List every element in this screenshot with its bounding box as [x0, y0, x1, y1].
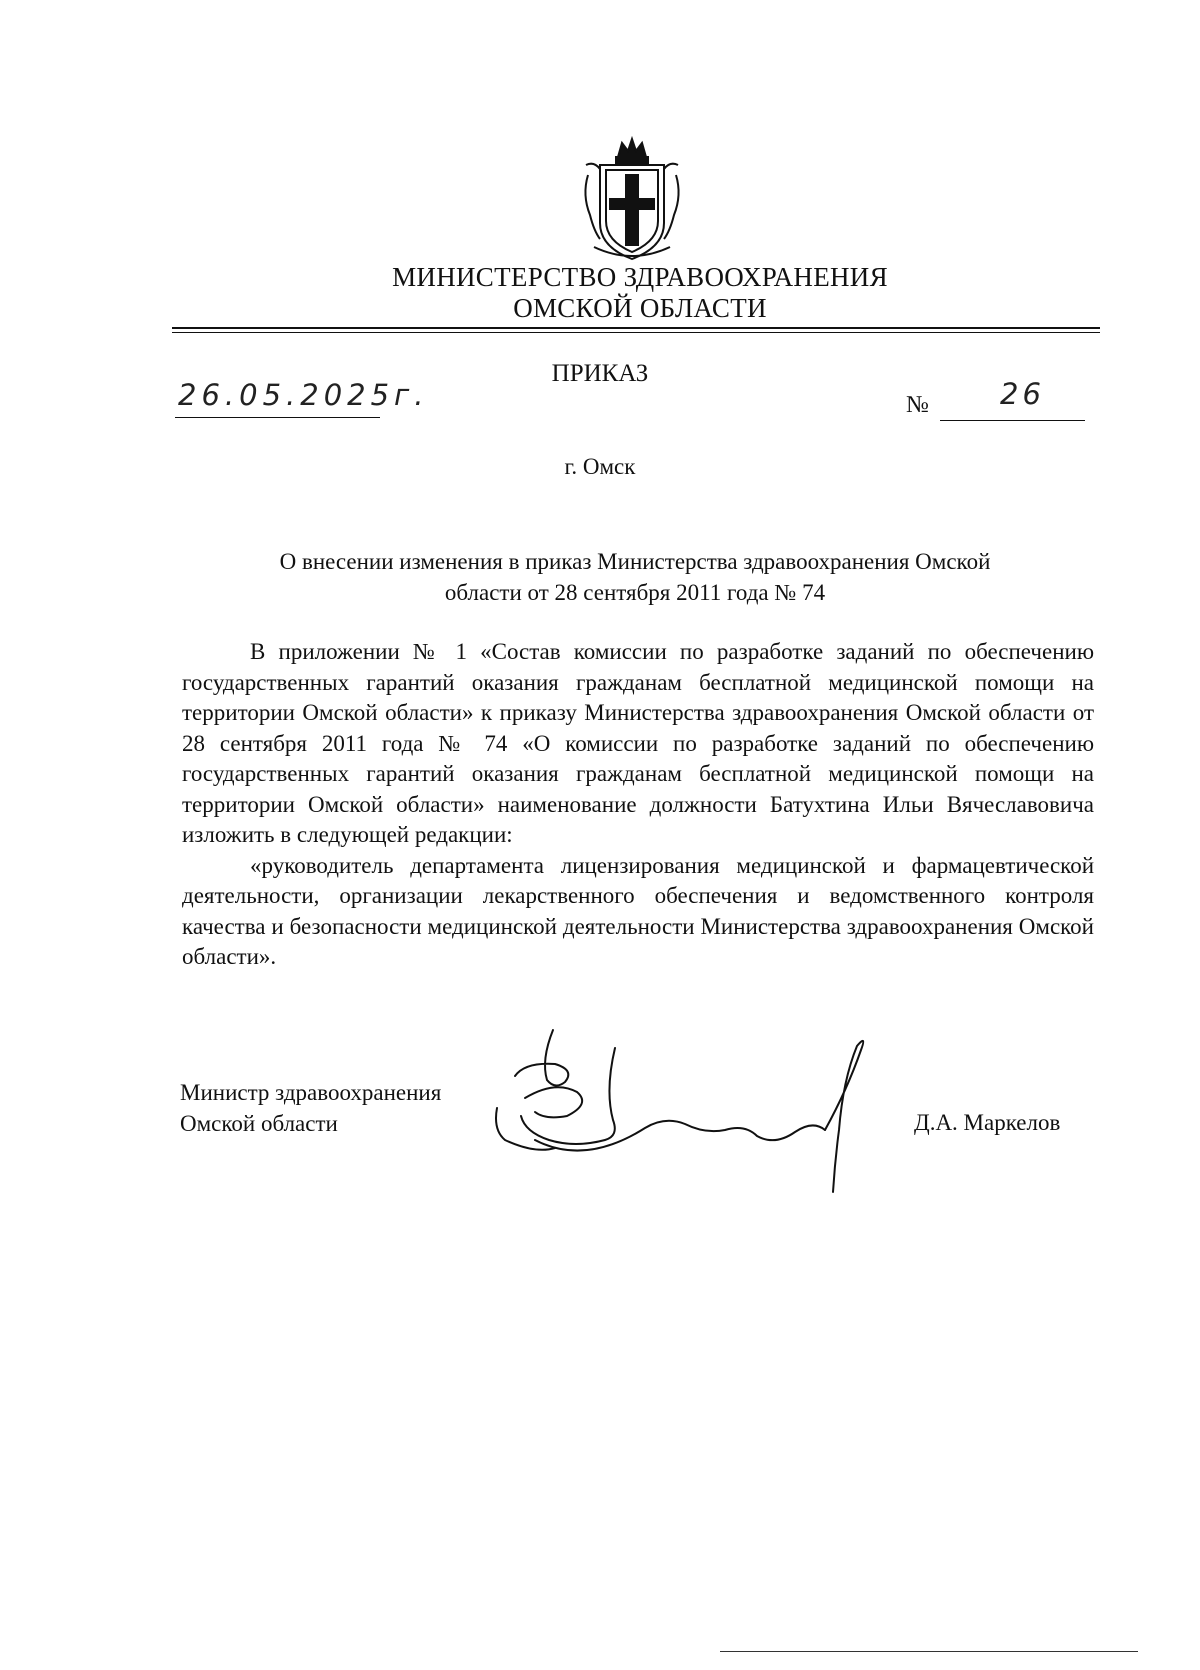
header-divider-thin: [172, 332, 1100, 333]
number-underline: [940, 420, 1085, 421]
signatory-position-line2: Омской области: [180, 1110, 338, 1136]
footer-rule: [720, 1651, 1138, 1652]
city: г. Омск: [564, 454, 636, 479]
order-body: [182, 637, 1094, 973]
subject-line2: области от 28 сентября 2011 года № 74: [444, 580, 826, 605]
ministry-title-line2: ОМСКОЙ ОБЛАСТИ: [513, 293, 767, 323]
signatory-position-line1: Министр здравоохранения: [180, 1080, 442, 1105]
date-underline: [175, 417, 380, 418]
handwritten-signature: [495, 1020, 915, 1195]
body-paragraph-2: «руководитель департамента лицензирования медицинской и фармацевтической деятельности, организации лекарственного обеспечения и ведомственного контроля качества и безопасности медицинской деятельности Министерства здравоохранения Омской области».: [182, 852, 1094, 969]
header-divider: [172, 327, 1100, 329]
subject-line1: О внесении изменения в приказ Министерства здравоохранения Омской: [279, 549, 991, 574]
order-subject: [200, 546, 1070, 608]
coat-of-arms-emblem: [580, 135, 685, 265]
ministry-title-line1: МИНИСТЕРСТВО ЗДРАВООХРАНЕНИЯ: [392, 262, 888, 292]
order-number-handwritten: 26: [1000, 377, 1045, 411]
signer-name: Д.А. Маркелов: [914, 1110, 1061, 1135]
order-number-label: №: [906, 392, 929, 418]
body-paragraph-1: В приложении № 1 «Состав комиссии по разработке заданий по обеспечению государственных гарантий оказания гражданам бесплатной медицинской помощи на территории Омской области» к приказу Министерства здравоохранения Омской области от 28 сентября 2011 года № 74 «О комиссии по разработке заданий по обеспечению государственных гарантий оказания гражданам бесплатной медицинской помощи на территории Омской области» наименование должности Батухтина Ильи Вячеславовича изложить в следующей редакции:: [182, 639, 1094, 847]
ministry-title: [180, 262, 1100, 324]
order-date-handwritten: 26.05.2025г.: [178, 378, 429, 412]
document-type: ПРИКАЗ: [551, 360, 649, 387]
signatory-position: [180, 1078, 441, 1139]
